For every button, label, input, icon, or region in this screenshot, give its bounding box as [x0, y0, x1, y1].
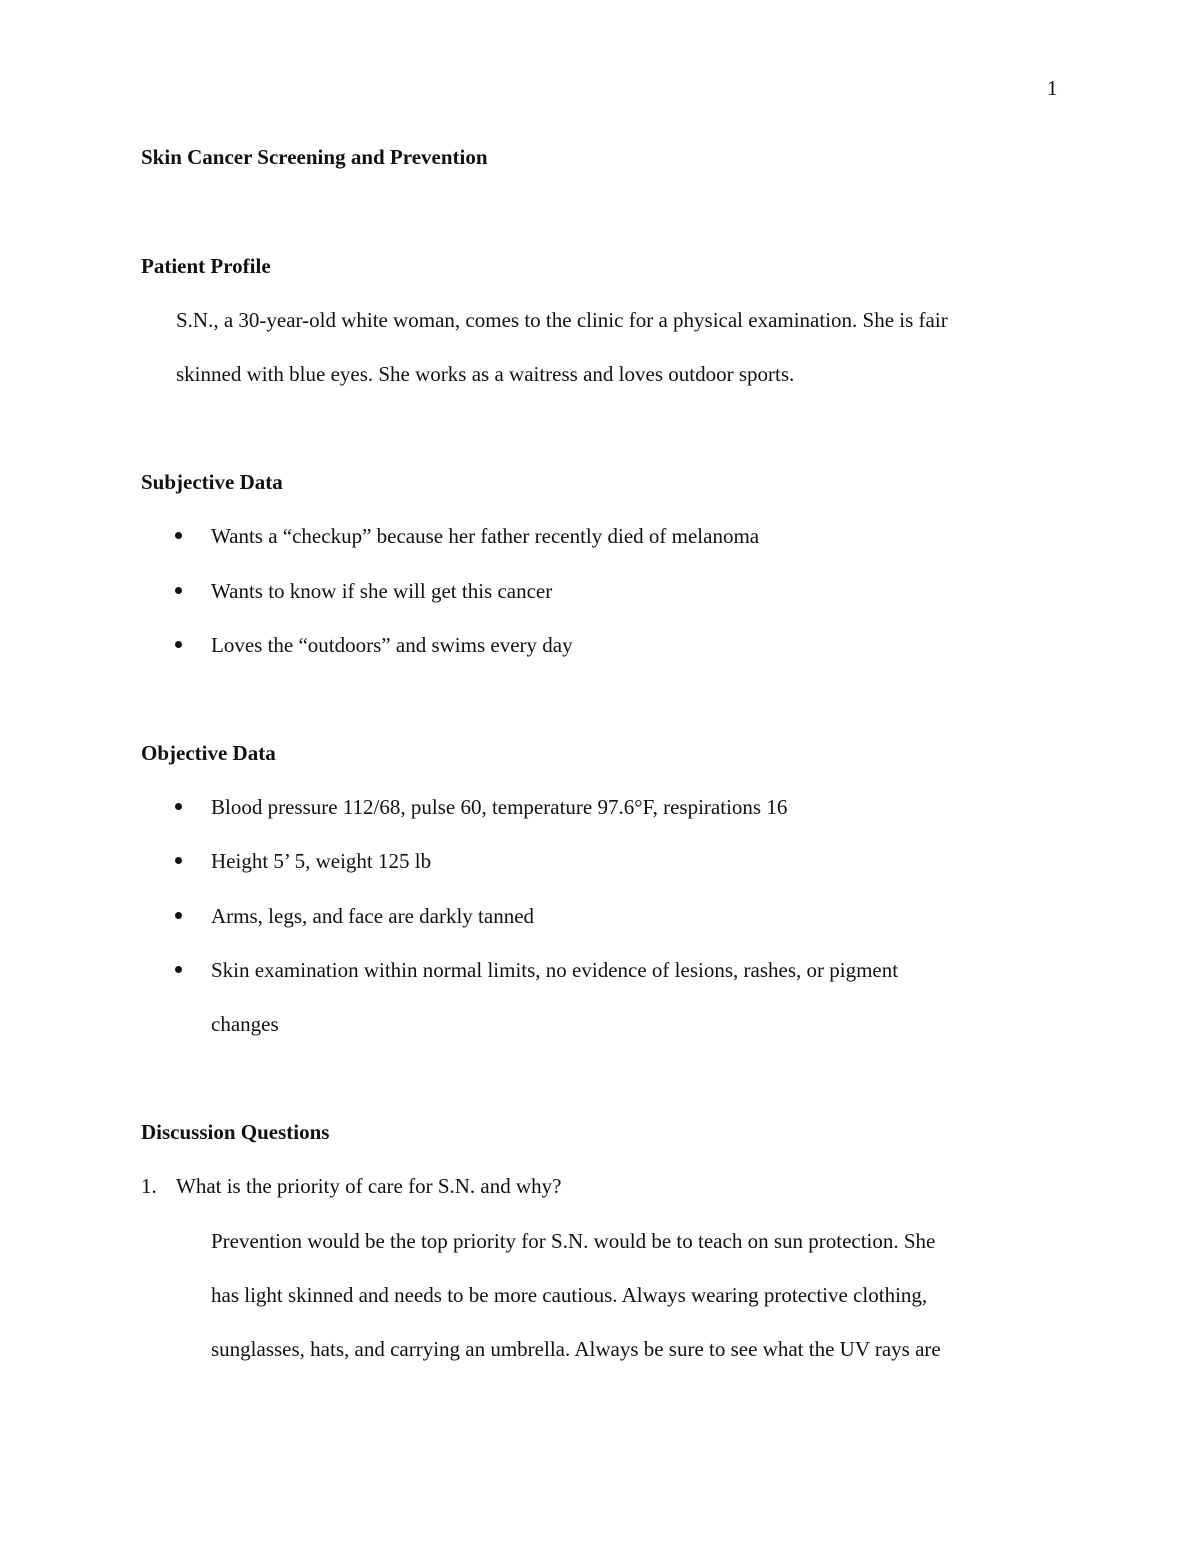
objective-data-item: Blood pressure 112/68, pulse 60, temperature 97.6°F, respirations 16 — [211, 795, 788, 819]
answer-line: sunglasses, hats, and carrying an umbrella. Always be sure to see what the UV rays are — [211, 1337, 941, 1361]
subjective-data-heading: Subjective Data — [141, 470, 283, 494]
discussion-questions-heading: Discussion Questions — [141, 1120, 330, 1144]
document-title: Skin Cancer Screening and Prevention — [141, 145, 488, 169]
answer-line: Prevention would be the top priority for S.N. would be to teach on sun protection. She — [211, 1229, 936, 1253]
subjective-data-item: Wants to know if she will get this cancer — [211, 579, 553, 603]
bullet-icon — [175, 857, 182, 864]
objective-data-item: Skin examination within normal limits, no evidence of lesions, rashes, or pigment — [211, 958, 899, 982]
bullet-icon — [175, 803, 182, 810]
bullet-icon — [175, 912, 182, 919]
page-number: 1 — [1047, 76, 1058, 100]
subjective-data-item: Loves the “outdoors” and swims every day — [211, 633, 573, 657]
subjective-data-item: Wants a “checkup” because her father recently died of melanoma — [211, 524, 760, 548]
objective-data-heading: Objective Data — [141, 741, 276, 765]
bullet-icon — [175, 587, 182, 594]
answer-line: has light skinned and needs to be more cautious. Always wearing protective clothing, — [211, 1283, 928, 1307]
objective-data-item: Arms, legs, and face are darkly tanned — [211, 904, 535, 928]
objective-data-item: Height 5’ 5, weight 125 lb — [211, 849, 432, 873]
bullet-icon — [175, 641, 182, 648]
objective-data-item-continuation: changes — [211, 1012, 279, 1036]
patient-profile-heading: Patient Profile — [141, 254, 271, 278]
question-number: 1. — [141, 1174, 157, 1198]
patient-profile-line: skinned with blue eyes. She works as a waitress and loves outdoor sports. — [176, 362, 795, 386]
question-text: What is the priority of care for S.N. and why? — [176, 1174, 562, 1198]
bullet-icon — [175, 532, 182, 539]
patient-profile-line: S.N., a 30-year-old white woman, comes to the clinic for a physical examination. She is fair — [176, 308, 948, 332]
bullet-icon — [175, 966, 182, 973]
